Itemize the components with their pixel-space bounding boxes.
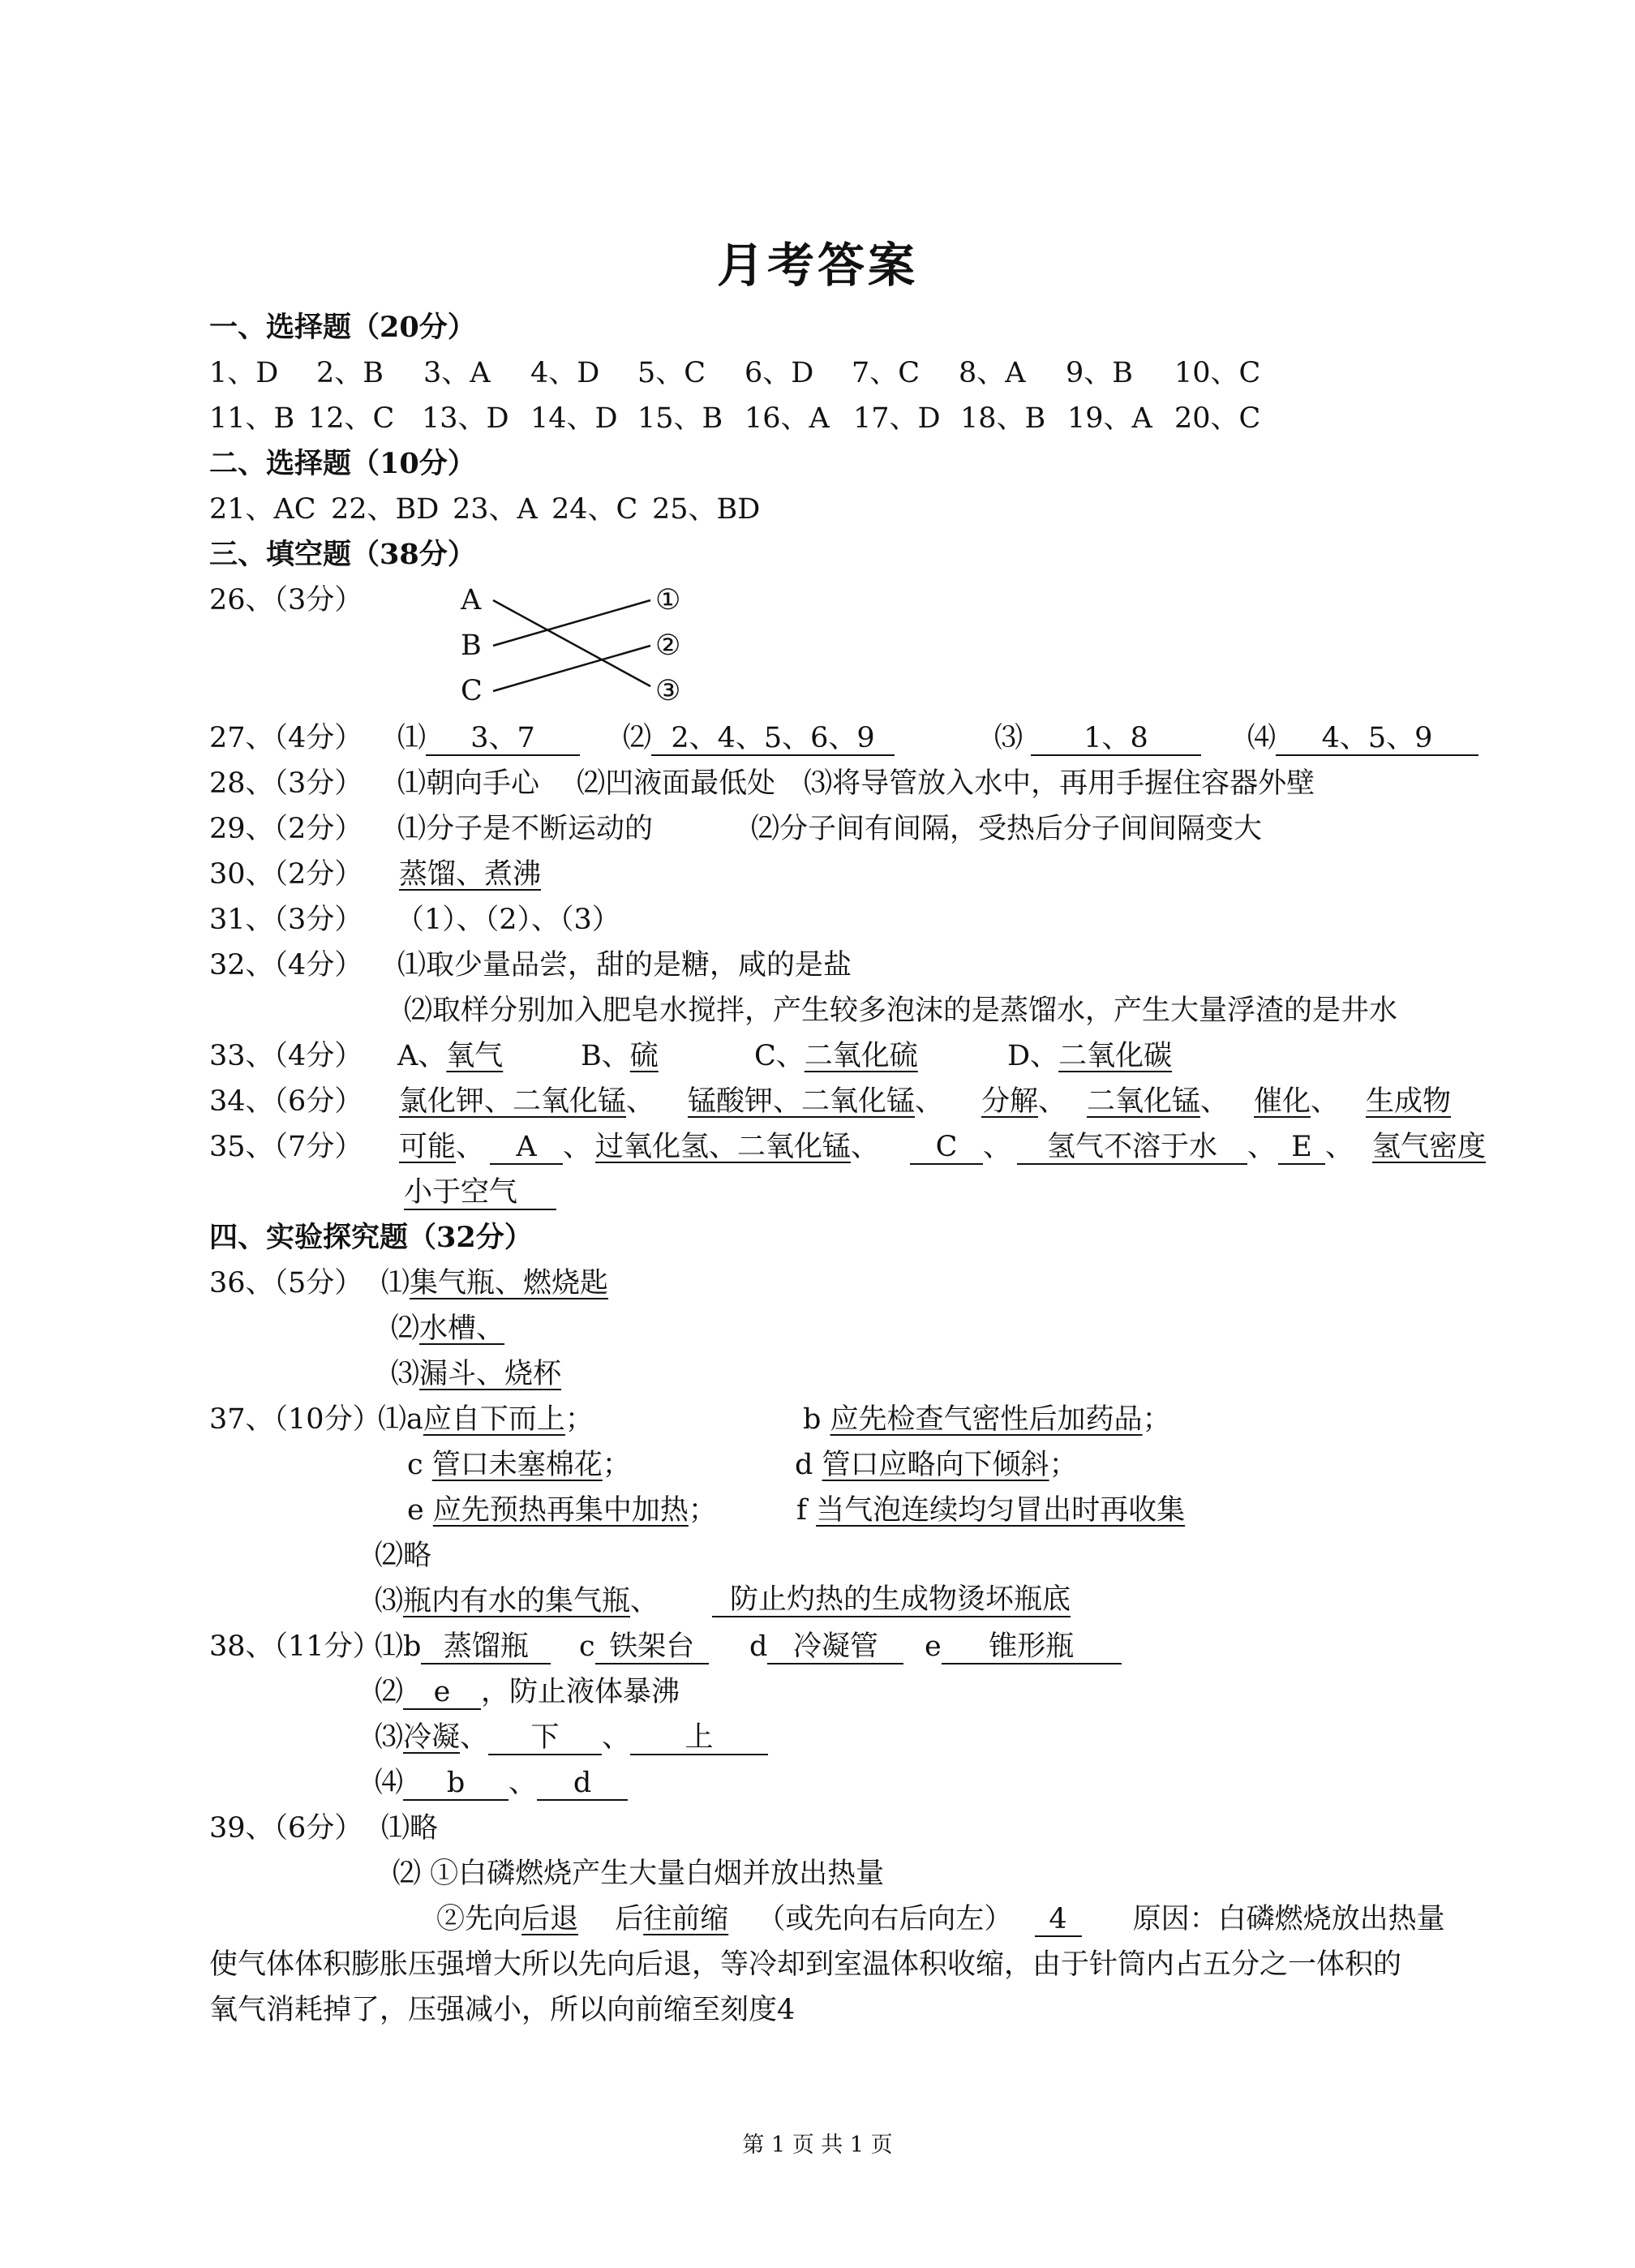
q39-answer-1: ⑴略 — [381, 1812, 439, 1845]
blank: 3、7 — [426, 722, 580, 756]
blank: b — [403, 1767, 509, 1801]
separator: 、 — [851, 1131, 880, 1163]
q32-answer-1: ⑴取少量品尝，甜的是糖，咸的是盐 — [397, 949, 852, 982]
q37-answer-d — [795, 1447, 1078, 1483]
blank: 二氧化锰 — [1087, 1085, 1201, 1118]
answer: 21、AC — [209, 493, 316, 526]
part-label: ⑶ — [391, 1358, 420, 1390]
q37-answer-f — [796, 1493, 1185, 1528]
blank: 4、5、9 — [1276, 722, 1478, 756]
answer: 2、B — [316, 357, 384, 389]
blank: 瓶内有水的集气瓶 — [403, 1585, 631, 1617]
answer: 11、B — [209, 402, 295, 435]
q33-answers — [397, 1038, 1173, 1074]
separator: 、 — [563, 1131, 592, 1163]
q36-answer-2 — [391, 1311, 504, 1347]
mc-answers-row-2 — [209, 401, 1261, 436]
separator: 、 — [626, 1085, 655, 1118]
separator: ； — [688, 1494, 717, 1527]
blank: 二氧化碳 — [1058, 1040, 1173, 1072]
part-label: ⑶ — [375, 1585, 404, 1617]
answer: 18、B — [960, 402, 1046, 435]
q37-answer-e — [407, 1493, 717, 1528]
separator: 、 — [983, 1131, 1012, 1163]
separator: 、 — [1247, 1131, 1277, 1163]
q26-matching-lines — [438, 578, 665, 707]
blank: 冷凝 — [403, 1721, 461, 1754]
q28-number: 28、（3分） — [209, 767, 363, 800]
blank: 4 — [1035, 1903, 1082, 1937]
answer: 16、A — [745, 402, 830, 435]
answer-text: （或先向右后向左） — [757, 1903, 1013, 1935]
separator: ； — [1049, 1449, 1078, 1481]
answer: 3、A — [423, 357, 491, 389]
q28-answer: ⑴朝向手心 ⑵凹液面最低处 ⑶将导管放入水中，再用手握住容器外壁 — [397, 767, 1315, 800]
blank: 锥形瓶 — [942, 1630, 1122, 1664]
q39-answer-5: 氧气消耗掉了，压强减小，所以向前缩至刻度4 — [209, 1994, 796, 2026]
answer: 13、D — [422, 402, 509, 435]
part-label: b — [803, 1403, 822, 1436]
answer: 4、D — [530, 357, 600, 389]
blank: d — [537, 1767, 628, 1801]
q30-answer: 蒸馏、煮沸 — [399, 858, 542, 891]
q26-left-A: A — [461, 584, 482, 616]
q38-answer-2 — [375, 1674, 680, 1710]
q27-number: 27、（4分） — [209, 722, 363, 754]
answer: 15、B — [637, 402, 723, 435]
part-label: ⑴a — [378, 1403, 423, 1436]
q29-number: 29、（2分） — [209, 813, 363, 845]
option-label: C、 — [754, 1040, 805, 1072]
option-label: A、 — [397, 1040, 447, 1072]
blank: 后退 — [521, 1903, 579, 1935]
q26-left-B: B — [461, 629, 482, 662]
blank: 冷凝管 — [767, 1630, 903, 1664]
q34-number: 34、（6分） — [209, 1085, 363, 1118]
q37-answer-c — [407, 1447, 631, 1483]
q35-answer-cont — [404, 1175, 556, 1210]
q26-right-1: ① — [655, 584, 681, 616]
part-label: d — [795, 1449, 813, 1481]
separator: 、 — [1038, 1085, 1067, 1118]
blank: 管口应略向下倾斜 — [822, 1449, 1049, 1481]
blank: 小于空气 — [404, 1176, 556, 1210]
part-label: ⑴ — [397, 722, 427, 754]
mc-answers-row-1 — [209, 355, 1261, 391]
answer-text: ，防止液体暴沸 — [481, 1676, 680, 1708]
q26-right-2: ② — [655, 629, 681, 662]
separator: 、 — [1200, 1085, 1229, 1118]
part-label: c — [407, 1449, 423, 1481]
part-label: f — [796, 1494, 807, 1527]
q26-number: 26、（3分） — [209, 584, 363, 616]
q26-left-C: C — [461, 675, 483, 707]
q39-answer-2: ⑵ ①白磷燃烧产生大量白烟并放出热量 — [393, 1858, 885, 1890]
section-heading-1: 一、选择题（20分） — [209, 311, 476, 344]
mc2-answers-row — [209, 492, 761, 527]
q29-answer-1: ⑴分子是不断运动的 — [397, 813, 654, 845]
blank: 漏斗、烧杯 — [419, 1358, 562, 1390]
answer: 1、D — [209, 357, 279, 389]
separator: 、 — [1311, 1085, 1340, 1118]
blank: 分解 — [981, 1085, 1039, 1118]
answer-text: 后 — [615, 1903, 644, 1935]
answer: 6、D — [745, 357, 814, 389]
match-line-C-2 — [493, 646, 650, 691]
q32-number: 32、（4分） — [209, 949, 363, 982]
answer: 22、BD — [331, 493, 440, 526]
q35-answers — [399, 1129, 1487, 1165]
blank: E — [1278, 1131, 1325, 1165]
q30-number: 30、（2分） — [209, 858, 363, 891]
section-heading-4: 四、实验探究题（32分） — [209, 1221, 533, 1254]
q32-answer-2: ⑵取样分别加入肥皂水搅拌，产生较多泡沫的是蒸馏水，产生大量浮渣的是井水 — [404, 994, 1398, 1027]
answer: 12、C — [308, 402, 395, 435]
blank: 蒸馏瓶 — [421, 1630, 551, 1664]
blank: 应先预热再集中加热 — [432, 1494, 689, 1527]
blank: 管口未塞棉花 — [431, 1449, 603, 1481]
q37-answer-2: ⑵略 — [375, 1540, 432, 1572]
answer: 10、C — [1174, 357, 1261, 389]
option-label: B、 — [581, 1040, 630, 1072]
blank: e — [403, 1676, 481, 1710]
q39-answer-4: 使气体体积膨胀压强增大所以先向后退，等冷却到室温体积收缩，由于针筒内占五分之一体积的 — [209, 1948, 1402, 1981]
part-label: ⑵ — [391, 1312, 420, 1345]
answer-text: ②先向 — [436, 1903, 522, 1935]
part-label: c — [579, 1630, 595, 1663]
blank: 硫 — [629, 1040, 659, 1072]
blank: 氢气不溶于水 — [1017, 1131, 1247, 1165]
section-heading-2: 二、选择题（10分） — [209, 447, 476, 480]
answer-text: 原因：白磷燃烧放出热量 — [1132, 1903, 1445, 1935]
q38-number: 38、（11分） — [209, 1630, 381, 1663]
blank: 往前缩 — [643, 1903, 729, 1935]
blank: 锰酸钾、二氧化锰 — [688, 1085, 916, 1118]
section-heading-3: 三、填空题（38分） — [209, 538, 476, 571]
separator: 、 — [1325, 1131, 1354, 1163]
q29-answer-2: ⑵分子间有间隔，受热后分子间间隔变大 — [751, 813, 1263, 845]
blank: 过氧化氢、二氧化锰 — [595, 1131, 852, 1163]
blank: 1、8 — [1031, 722, 1201, 756]
blank: 应先检查气密性后加药品 — [830, 1403, 1143, 1436]
blank: 当气泡连续均匀冒出时再收集 — [816, 1494, 1186, 1527]
blank: 氯化钾、二氧化锰 — [399, 1085, 627, 1118]
part-label: ⑶ — [994, 722, 1023, 754]
blank: 2、4、5、6、9 — [651, 722, 895, 756]
part-label: ⑴b — [375, 1630, 422, 1663]
q38-answer-3 — [375, 1720, 768, 1755]
answer: 8、A — [959, 357, 1026, 389]
separator: 、 — [630, 1585, 659, 1617]
blank: 氧气 — [446, 1040, 504, 1072]
q38-answer-1 — [375, 1629, 1075, 1664]
part-label: ⑷ — [375, 1767, 404, 1799]
blank: 上 — [630, 1721, 768, 1755]
q37-answer-b — [803, 1402, 1171, 1437]
answer: 19、A — [1067, 402, 1152, 435]
match-line-B-1 — [493, 600, 650, 646]
answer: 24、C — [551, 493, 638, 526]
blank: A — [490, 1131, 563, 1165]
part-label: ⑶ — [375, 1721, 404, 1754]
answer: 20、C — [1174, 402, 1261, 435]
part-label: ⑷ — [1247, 722, 1277, 754]
q37-answer-3 — [375, 1583, 1071, 1619]
blank: 催化 — [1254, 1085, 1311, 1118]
separator: ； — [602, 1449, 631, 1481]
separator: 、 — [915, 1085, 944, 1118]
blank-text: 防止灼热的生成物烫坏瓶底 — [730, 1583, 1071, 1616]
part-label: ⑵ — [623, 722, 652, 754]
q37-answer-a — [378, 1402, 594, 1437]
q39-number: 39、（6分） — [209, 1812, 363, 1845]
separator: ； — [1142, 1403, 1171, 1436]
answer: 7、C — [852, 357, 920, 389]
q31-answer: （1）、（2）、（3） — [396, 904, 620, 936]
blank: 下 — [488, 1721, 602, 1755]
blank: 铁架台 — [595, 1630, 709, 1664]
part-label: e — [407, 1494, 424, 1527]
blank: 集气瓶、燃烧匙 — [410, 1267, 609, 1299]
q35-number: 35、（7分） — [209, 1131, 363, 1163]
part-label: e — [925, 1630, 942, 1663]
part-label: ⑴ — [381, 1267, 410, 1299]
q31-number: 31、（3分） — [209, 904, 363, 936]
q26-right-3: ③ — [655, 675, 681, 707]
answer: 5、C — [637, 357, 706, 389]
q36-answer-3 — [391, 1356, 561, 1392]
q36-answer-1 — [381, 1265, 608, 1301]
separator: 、 — [602, 1721, 631, 1754]
answer: 23、A — [453, 493, 538, 526]
q38-answer-4 — [375, 1765, 628, 1801]
blank — [712, 1583, 1071, 1617]
q34-answers — [399, 1084, 1452, 1119]
part-label: ⑵ — [375, 1676, 404, 1708]
answer: 17、D — [853, 402, 941, 435]
page-title: 月考答案 — [716, 238, 918, 293]
q37-number: 37、（10分） — [209, 1403, 381, 1436]
separator: 、 — [456, 1131, 485, 1163]
separator: ； — [564, 1403, 594, 1436]
blank: 二氧化硫 — [804, 1040, 918, 1072]
answer: 14、D — [530, 402, 618, 435]
part-label: d — [749, 1630, 768, 1663]
q33-number: 33、（4分） — [209, 1040, 363, 1072]
q27-answers — [397, 720, 1433, 756]
blank: 氢气密度 — [1372, 1131, 1487, 1163]
blank: 水槽、 — [419, 1312, 505, 1345]
blank: 生成物 — [1366, 1085, 1452, 1118]
blank: 应自下而上 — [423, 1403, 565, 1436]
option-label: D、 — [1007, 1040, 1059, 1072]
page-footer: 第 1 页 共 1 页 — [742, 2133, 893, 2158]
answer: 9、B — [1066, 357, 1133, 389]
answer: 25、BD — [652, 493, 761, 526]
separator: 、 — [460, 1721, 489, 1754]
q36-number: 36、（5分） — [209, 1267, 363, 1299]
blank: 可能 — [399, 1131, 457, 1163]
match-line-A-3 — [493, 600, 650, 686]
q39-answer-3 — [436, 1901, 1445, 1937]
blank: C — [910, 1131, 983, 1165]
separator: 、 — [509, 1767, 538, 1799]
